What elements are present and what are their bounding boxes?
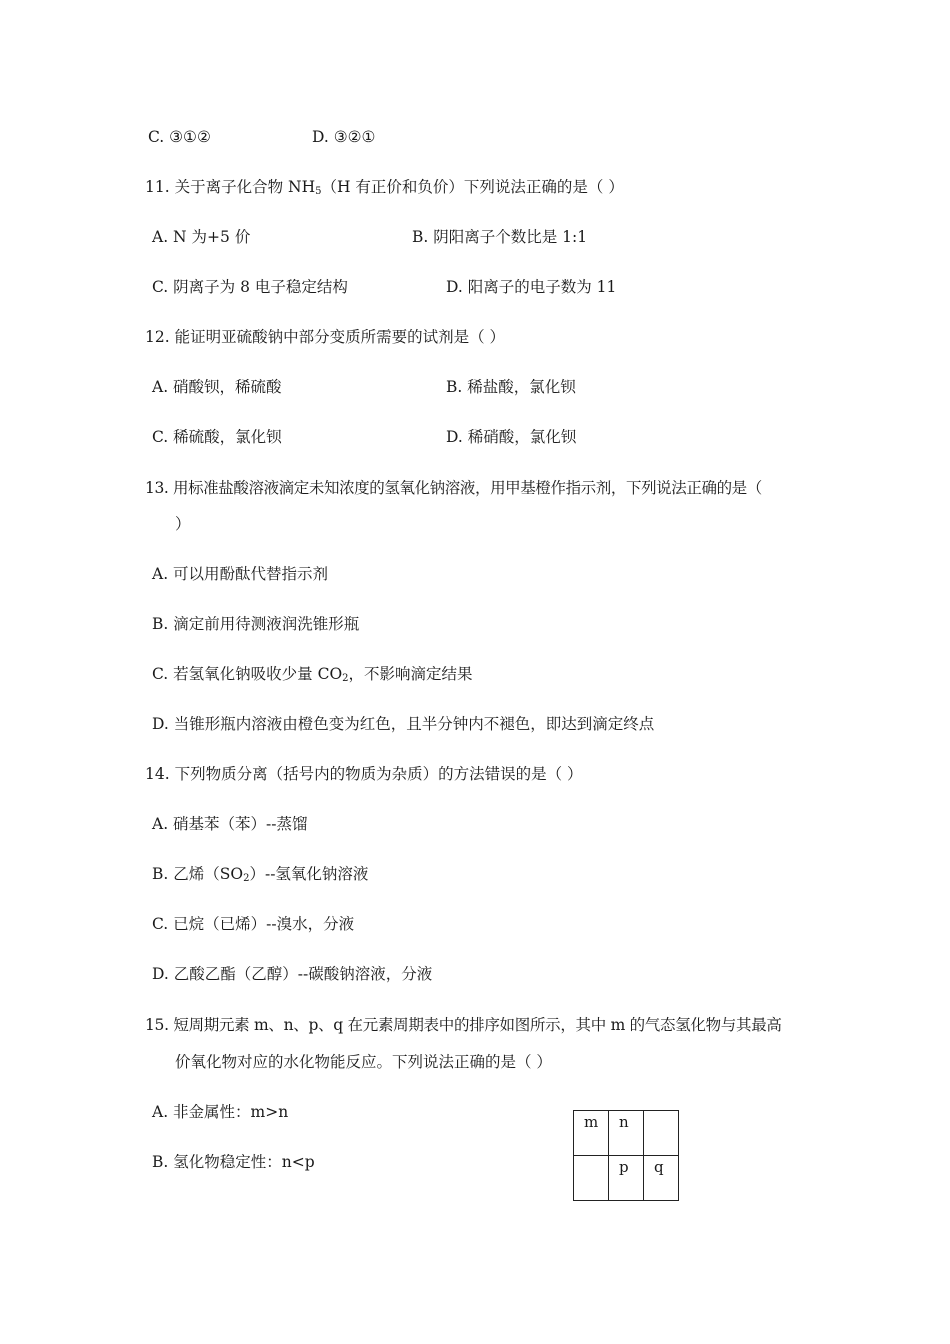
table-cell <box>644 1111 679 1156</box>
q14-option-c: C. 已烷（已烯）--溴水，分液 <box>152 915 355 933</box>
table-cell: m <box>574 1111 609 1156</box>
q14-option-b-text-rest: ）--氢氧化钠溶液 <box>249 865 369 883</box>
table-cell: p <box>609 1156 644 1201</box>
q13-stem-line1: 13. 用标准盐酸溶液滴定未知浓度的氢氧化钠溶液，用甲基橙作指示剂，下列说法正确的是（ <box>145 479 762 497</box>
q14-option-a: A. 硝基苯（苯）--蒸馏 <box>152 815 308 833</box>
q13-option-d: D. 当锥形瓶内溶液由橙色变为红色，且半分钟内不褪色，即达到滴定终点 <box>152 715 655 733</box>
q15-option-b: B. 氢化物稳定性：n<p <box>152 1153 315 1171</box>
q13-option-c-text: C. 若氢氧化钠吸收少量 CO <box>152 665 343 683</box>
table-cell: n <box>609 1111 644 1156</box>
q14-option-b-subscript: 2 <box>243 873 250 884</box>
periodic-table-fragment <box>573 1110 679 1201</box>
table-row <box>574 1156 679 1201</box>
q13-option-a: A. 可以用酚酞代替指示剂 <box>152 565 329 583</box>
q10-option-c: C. ③①② <box>148 128 211 146</box>
q15-stem-line2: 价氧化物对应的水化物能反应。下列说法正确的是（ ） <box>175 1053 552 1071</box>
q12-stem: 12. 能证明亚硫酸钠中部分变质所需要的试剂是（ ） <box>145 328 506 346</box>
q11-option-b: B. 阴阳离子个数比是 1:1 <box>412 228 588 246</box>
table-cell: q <box>644 1156 679 1201</box>
q11-stem-text: 11. 关于离子化合物 NH <box>145 178 316 196</box>
q10-option-d: D. ③②① <box>312 128 376 146</box>
q11-option-a: A. N 为+5 价 <box>152 228 251 246</box>
q11-stem-text-rest: （H 有正价和负价）下列说法正确的是（ ） <box>321 178 624 196</box>
q12-option-c: C. 稀硫酸，氯化钡 <box>152 428 282 446</box>
q12-option-a: A. 硝酸钡，稀硫酸 <box>152 378 282 396</box>
q11-stem-subscript: 5 <box>315 186 322 197</box>
q11-option-c: C. 阴离子为 8 电子稳定结构 <box>152 278 348 296</box>
table-cell <box>574 1156 609 1201</box>
q15-option-a: A. 非金属性：m>n <box>152 1103 289 1121</box>
q14-option-b <box>152 864 368 884</box>
q11-option-d: D. 阳离子的电子数为 11 <box>446 278 617 296</box>
q13-stem-line2: ） <box>175 515 191 533</box>
q11-stem <box>145 177 624 197</box>
q12-option-d: D. 稀硝酸，氯化钡 <box>446 428 577 446</box>
table-row <box>574 1111 679 1156</box>
q14-option-d: D. 乙酸乙酯（乙醇）--碳酸钠溶液，分液 <box>152 965 433 983</box>
q13-option-c <box>152 664 473 684</box>
q14-stem: 14. 下列物质分离（括号内的物质为杂质）的方法错误的是（ ） <box>145 765 583 783</box>
q14-option-b-text: B. 乙烯（SO <box>152 865 244 883</box>
q13-option-c-subscript: 2 <box>342 673 349 684</box>
q12-option-b: B. 稀盐酸，氯化钡 <box>446 378 576 396</box>
q13-option-c-text-rest: ，不影响滴定结果 <box>348 665 473 683</box>
q13-option-b: B. 滴定前用待测液润洗锥形瓶 <box>152 615 360 633</box>
q15-stem-line1: 15. 短周期元素 m、n、p、q 在元素周期表中的排序如图所示，其中 m 的气态氢化物与其最高 <box>145 1016 782 1034</box>
